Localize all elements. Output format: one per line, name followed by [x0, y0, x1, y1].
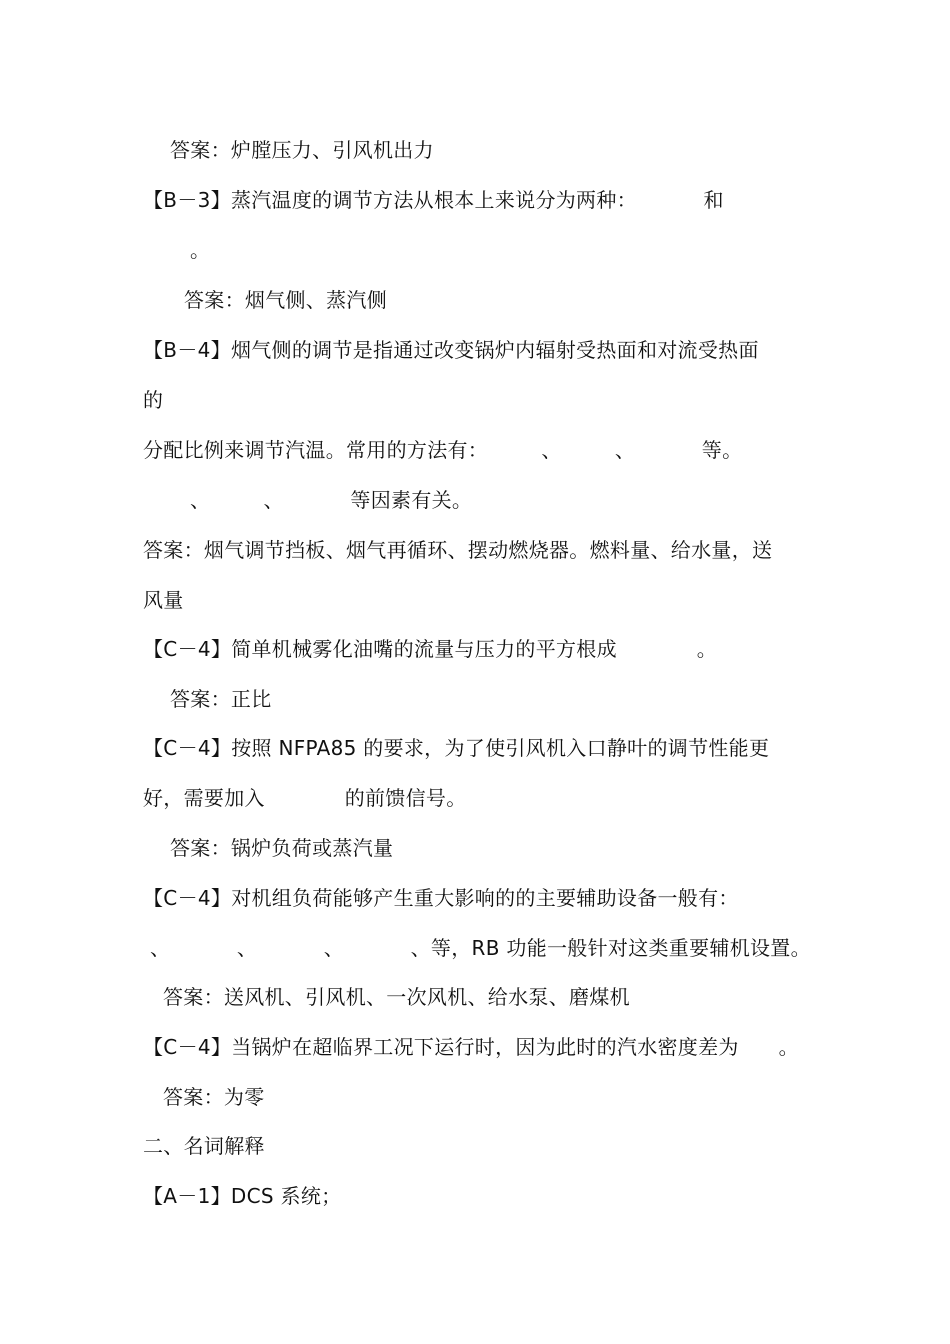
question-line: 、 、 、 、等，RB 功能一般针对这类重要辅机设置。 [150, 936, 811, 960]
question-line: 。 [190, 238, 211, 262]
answer-line: 答案：送风机、引风机、一次风机、给水泵、磨煤机 [163, 985, 630, 1009]
answer-line: 答案：烟气调节挡板、烟气再循环、摆动燃烧器。燃料量、给水量，送 [143, 538, 773, 562]
question-line: 好，需要加入 的前馈信号。 [143, 786, 467, 810]
question-line: 【A－1】DCS 系统； [143, 1184, 342, 1208]
answer-line: 答案：烟气侧、蒸汽侧 [184, 288, 387, 312]
question-line: 【B－4】烟气侧的调节是指通过改变锅炉内辐射受热面和对流受热面 [143, 338, 759, 362]
question-line: 分配比例来调节汽温。常用的方法有： 、 、 等。 [143, 438, 743, 462]
question-line: 【C－4】按照 NFPA85 的要求，为了使引风机入口静叶的调节性能更 [143, 736, 770, 760]
question-line: 【C－4】简单机械雾化油嘴的流量与压力的平方根成 。 [143, 637, 718, 661]
question-line: 的 [143, 388, 164, 412]
answer-line: 答案：锅炉负荷或蒸汽量 [170, 836, 394, 860]
section-heading: 二、名词解释 [143, 1134, 265, 1158]
answer-line: 答案：炉膛压力、引风机出力 [170, 138, 434, 162]
question-line: 【B－3】蒸汽温度的调节方法从根本上来说分为两种： 和 [143, 188, 724, 212]
question-line: 【C－4】当锅炉在超临界工况下运行时，因为此时的汽水密度差为 。 [143, 1035, 799, 1059]
answer-line: 答案：为零 [163, 1085, 265, 1109]
question-line: 【C－4】对机组负荷能够产生重大影响的的主要辅助设备一般有： [143, 886, 739, 910]
answer-line: 风量 [143, 588, 184, 612]
answer-line: 答案：正比 [170, 687, 272, 711]
question-line: 、 、 等因素有关。 [190, 488, 473, 512]
